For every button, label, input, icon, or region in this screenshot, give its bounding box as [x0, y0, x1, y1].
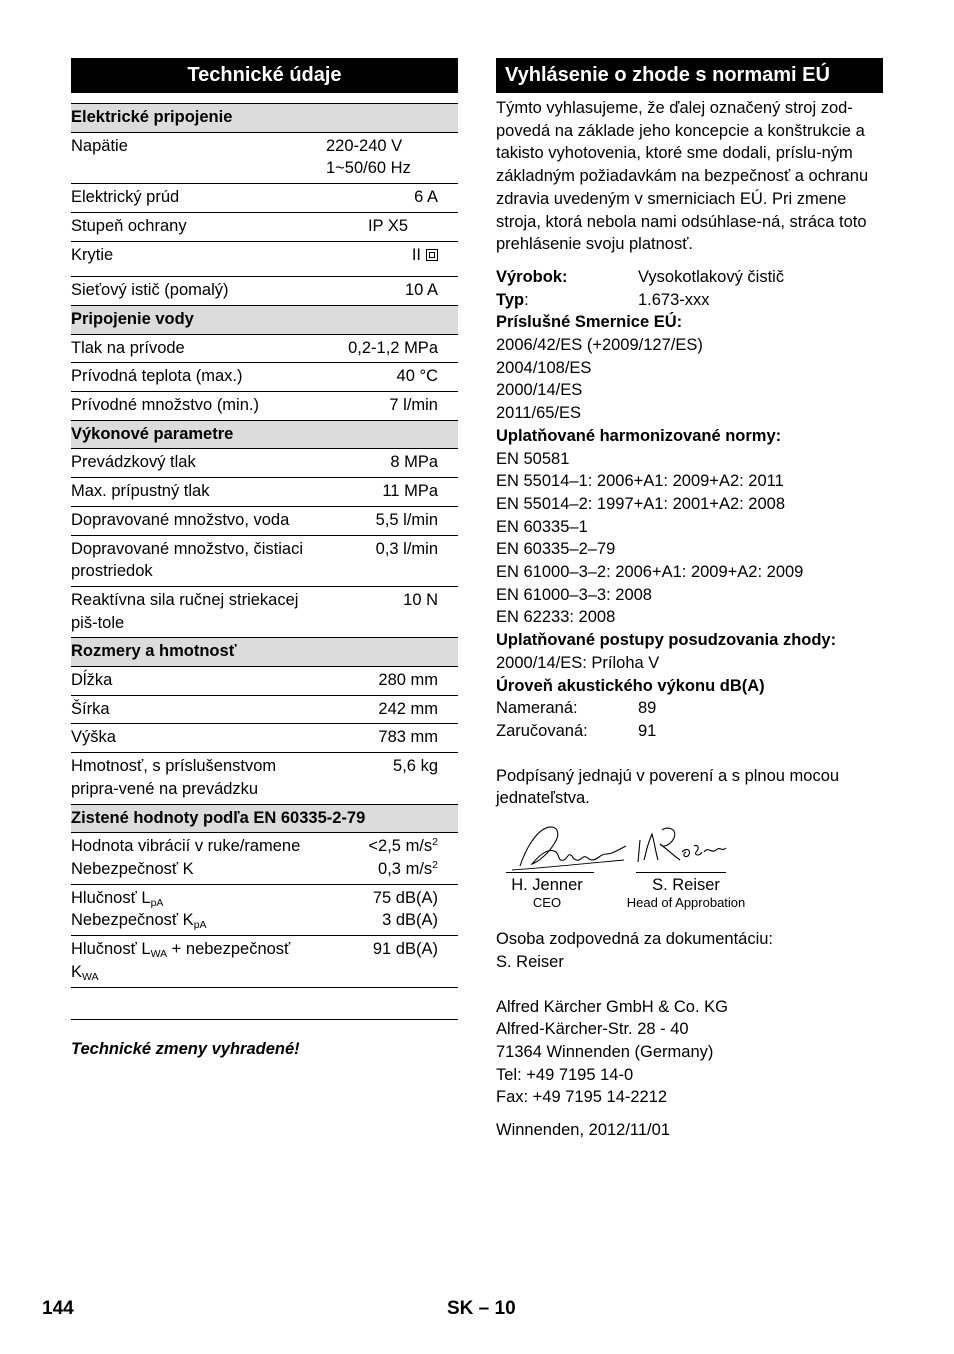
table-row: Hmotnosť, s príslušenstvom pripra-vené na prevádzku 5,6 kg	[71, 753, 458, 804]
product-row: Výrobok: Vysokotlakový čistič	[496, 267, 785, 286]
technical-data-column	[71, 58, 458, 1060]
table-row: Výška 783 mm	[71, 724, 458, 753]
place-date: Winnenden, 2012/11/01	[496, 1121, 670, 1140]
section-row: Výkonové parametre	[71, 420, 458, 449]
conformity-column	[496, 58, 886, 1142]
guaranteed-row: Zaručovaná: 91	[496, 721, 657, 740]
technical-changes-note: Technické zmeny vyhradené!	[71, 1039, 300, 1058]
table-row: Elektrický prúd 6 A	[71, 184, 458, 213]
norm-item: EN 50581	[496, 449, 570, 468]
address-line: Tel: +49 7195 14-0	[496, 1065, 634, 1084]
norm-item: EN 60335–1	[496, 517, 588, 536]
table-row: Krytie II	[71, 241, 458, 277]
norms-heading: Uplatňované harmonizované normy:	[496, 426, 782, 445]
table-row: Sieťový istič (pomalý) 10 A	[71, 277, 458, 306]
norm-item: EN 61000–3–2: 2006+A1: 2009+A2: 2009	[496, 563, 804, 582]
type-row: Typ: 1.673-xxx	[496, 290, 710, 309]
signer-reiser: S. Reiser Head of Approbation	[626, 876, 746, 911]
directive-item: 2000/14/ES	[496, 381, 583, 400]
norm-item: EN 60335–2–79	[496, 540, 616, 559]
page-number: 144	[42, 1298, 74, 1319]
table-row: Prívodné množstvo (min.) 7 l/min	[71, 392, 458, 421]
section-row: Pripojenie vody	[71, 305, 458, 334]
procedure-heading: Uplatňované postupy posudzovania zhody:	[496, 631, 837, 650]
table-row: Dopravované množstvo, voda 5,5 l/min	[71, 506, 458, 535]
section-row: Rozmery a hmotnosť	[71, 638, 458, 667]
signer-jenner: H. Jenner CEO	[511, 876, 583, 911]
address-line: Alfred-Kärcher-Str. 28 - 40	[496, 1020, 689, 1039]
signature-reiser	[634, 824, 734, 874]
address-line: Alfred Kärcher GmbH & Co. KG	[496, 997, 728, 1016]
norm-item: EN 55014–1: 2006+A1: 2009+A2: 2011	[496, 472, 784, 491]
directive-item: 2011/65/ES	[496, 404, 582, 423]
signatures	[496, 822, 886, 914]
table-row: Šírka 242 mm	[71, 695, 458, 724]
signature-line	[636, 872, 726, 873]
conformity-title: Vyhlásenie o zhode s normami EÚ	[496, 58, 883, 93]
acoustic-heading: Úroveň akustického výkonu dB(A)	[496, 676, 765, 695]
procedure-item: 2000/14/ES: Príloha V	[496, 653, 660, 672]
directive-item: 2004/108/ES	[496, 358, 592, 377]
doc-person-label: Osoba zodpovedná za dokumentáciu:	[496, 930, 774, 949]
section-row: Zistené hodnoty podľa EN 60335-2-79	[71, 804, 458, 833]
address-line: Fax: +49 7195 14-2212	[496, 1088, 668, 1107]
table-row: Hlučnosť $L_{pA}$ Nebezpečnosť $K_{pA}$ 75 dB(A) 3 dB(A)	[71, 884, 458, 935]
table-row: Prevádzkový tlak 8 MPa	[71, 449, 458, 478]
protection-class-icon	[426, 249, 438, 261]
table-row: Reaktívna sila ručnej striekacej piš-tole 10 N	[71, 586, 458, 637]
table-spacer-row	[71, 987, 458, 1019]
signature-jenner	[502, 822, 632, 878]
norm-item: EN 61000–3–3: 2008	[496, 585, 652, 604]
table-row: Napätie 220-240 V 1~50/60 Hz	[71, 132, 458, 183]
technical-data-table	[71, 103, 458, 1020]
measured-row: Nameraná: 89	[496, 699, 657, 718]
address-line: 71364 Winnenden (Germany)	[496, 1042, 714, 1061]
technical-data-title: Technické údaje	[71, 58, 458, 93]
doc-person-name: S. Reiser	[496, 952, 564, 971]
signed-text: Podpísaný jednajú v poverení a s plnou mocou jednateľstva.	[496, 766, 840, 808]
table-row: Dĺžka 280 mm	[71, 667, 458, 696]
norm-item: EN 55014–2: 1997+A1: 2001+A2: 2008	[496, 494, 785, 513]
table-row: Hlučnosť $L_{WA}$ + nebezpečnosť $K_{WA}$ 91 dB(A)	[71, 936, 458, 987]
section-row: Elektrické pripojenie	[71, 104, 458, 133]
norm-item: EN 62233: 2008	[496, 608, 616, 627]
table-row: Tlak na prívode 0,2-1,2 MPa	[71, 334, 458, 363]
table-row: Stupeň ochrany IP X5	[71, 212, 458, 241]
directives-heading: Príslušné Smernice EÚ:	[496, 313, 683, 332]
directive-item: 2006/42/ES (+2009/127/ES)	[496, 336, 703, 355]
table-row: Dopravované množstvo, čistiaci prostriedok 0,3 l/min	[71, 535, 458, 586]
table-row: Hodnota vibrácií v ruke/ramene Nebezpečnosť K <2,5 $m/s^2$ 0,3 $m/s^2$	[71, 833, 458, 884]
table-row: Prívodná teplota (max.) 40 °C	[71, 363, 458, 392]
section-indicator: SK – 10	[447, 1298, 516, 1319]
signature-line	[506, 872, 594, 873]
table-row: Max. prípustný tlak 11 MPa	[71, 478, 458, 507]
declaration-intro: Týmto vyhlasujeme, že ďalej označený stroj zod-povedá na základe jeho koncepcie a konštrukcie a takisto vyhotovenia, ktoré sme dodali, príslu-ným základným požiadavkám na bezpečnosť a ochranu zdravia uvedeným v smerniciach EÚ. Pri zmene stroja, ktorá nebola nami odsúhlase-ná, stráca toto prehlásenie svoju platnosť.	[496, 99, 869, 254]
